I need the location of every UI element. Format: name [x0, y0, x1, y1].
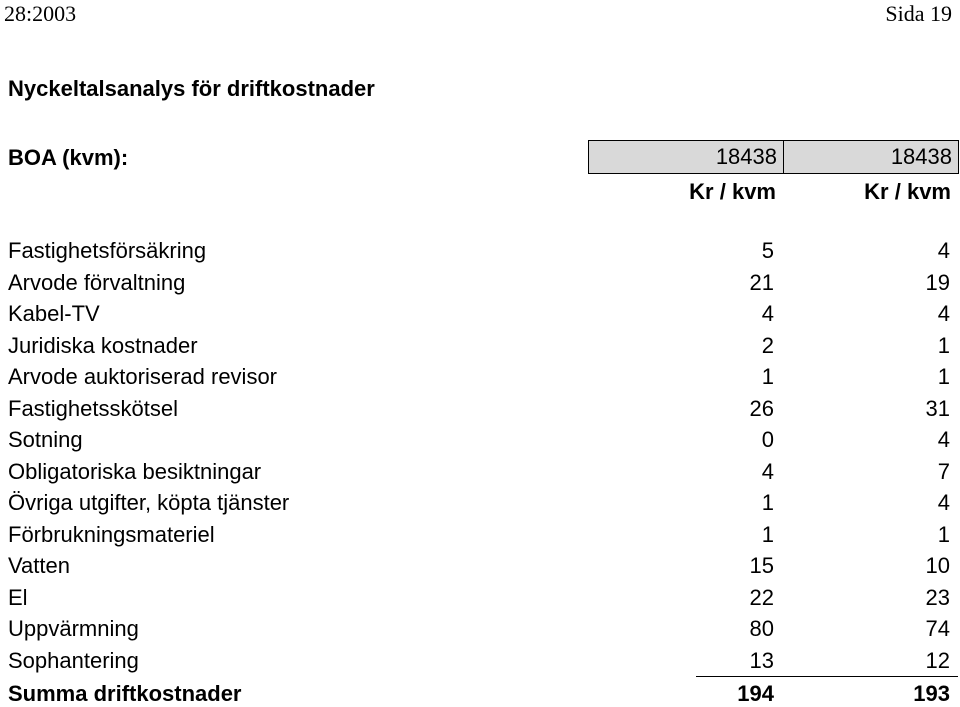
table-row [0, 362, 960, 394]
table-row [0, 457, 960, 489]
row-label: Kabel-TV [8, 301, 100, 326]
total-divider [696, 676, 958, 677]
total-row [0, 678, 960, 707]
row-label: Övriga utgifter, köpta tjänster [8, 490, 290, 515]
row-value-col1: 4 [761, 301, 774, 326]
row-value-col2: 31 [925, 395, 950, 421]
table-row [0, 583, 960, 615]
row-value-col2: 1 [937, 364, 950, 389]
row-value-col1: 1 [761, 490, 774, 515]
total-label: Summa driftkostnader [8, 681, 242, 706]
row-label: Arvode auktoriserad revisor [8, 364, 278, 389]
row-value-col2: 4 [937, 238, 950, 263]
row-value-col1: 4 [761, 458, 774, 484]
table-row [0, 614, 960, 646]
table-row [0, 646, 960, 678]
row-value-col2: 7 [937, 458, 950, 484]
table-row [0, 551, 960, 583]
row-label: Fastighetsförsäkring [8, 238, 207, 263]
row-value-col1: 15 [749, 553, 774, 578]
row-value-col1: 21 [749, 269, 774, 295]
row-label: Sophantering [8, 647, 139, 673]
row-value-col1: 2 [761, 332, 774, 358]
table-row [0, 488, 960, 520]
row-value-col2: 4 [937, 490, 950, 515]
unit-header-col1: Kr / kvm [689, 179, 776, 204]
row-label: El [8, 584, 28, 610]
row-value-col2: 74 [925, 616, 950, 641]
row-value-col2: 4 [937, 301, 950, 326]
row-label: Arvode förvaltning [8, 269, 186, 295]
row-value-col1: 26 [749, 395, 774, 421]
row-value-col1: 13 [749, 647, 774, 673]
row-value-col1: 0 [761, 427, 774, 452]
page-title: Nyckeltalsanalys för driftkostnader [8, 76, 375, 101]
row-label: Fastighetsskötsel [8, 395, 178, 421]
table-row [0, 425, 960, 457]
row-value-col2: 12 [925, 647, 950, 673]
page-number: Sida 19 [885, 1, 952, 26]
row-value-col1: 80 [749, 616, 774, 641]
row-value-col2: 19 [925, 269, 950, 295]
unit-header-col2: Kr / kvm [864, 179, 951, 204]
row-value-col2: 23 [925, 584, 950, 610]
row-value-col1: 5 [761, 238, 774, 263]
table-row [0, 236, 960, 268]
row-label: Obligatoriska besiktningar [8, 458, 262, 484]
row-value-col2: 1 [937, 332, 950, 358]
row-value-col2: 1 [937, 521, 950, 547]
table-row [0, 299, 960, 331]
row-value-col1: 1 [761, 364, 774, 389]
table-row [0, 268, 960, 300]
row-label: Uppvärmning [8, 616, 139, 641]
row-label: Juridiska kostnader [8, 332, 198, 358]
row-value-col1: 1 [761, 521, 774, 547]
row-value-col1: 22 [749, 584, 774, 610]
boa-value-col2: 18438 [783, 140, 959, 174]
row-value-col2: 10 [925, 553, 950, 578]
cost-table [0, 236, 960, 677]
total-value-col1: 194 [737, 681, 774, 706]
table-row [0, 394, 960, 426]
table-row [0, 331, 960, 363]
row-label: Vatten [8, 553, 70, 578]
row-value-col2: 4 [937, 427, 950, 452]
row-label: Sotning [8, 427, 83, 452]
row-label: Förbrukningsmateriel [8, 521, 215, 547]
report-id: 28:2003 [4, 1, 77, 26]
boa-label: BOA (kvm): [8, 145, 129, 170]
table-row [0, 520, 960, 552]
boa-value-col1: 18438 [588, 140, 784, 174]
total-value-col2: 193 [913, 681, 950, 706]
